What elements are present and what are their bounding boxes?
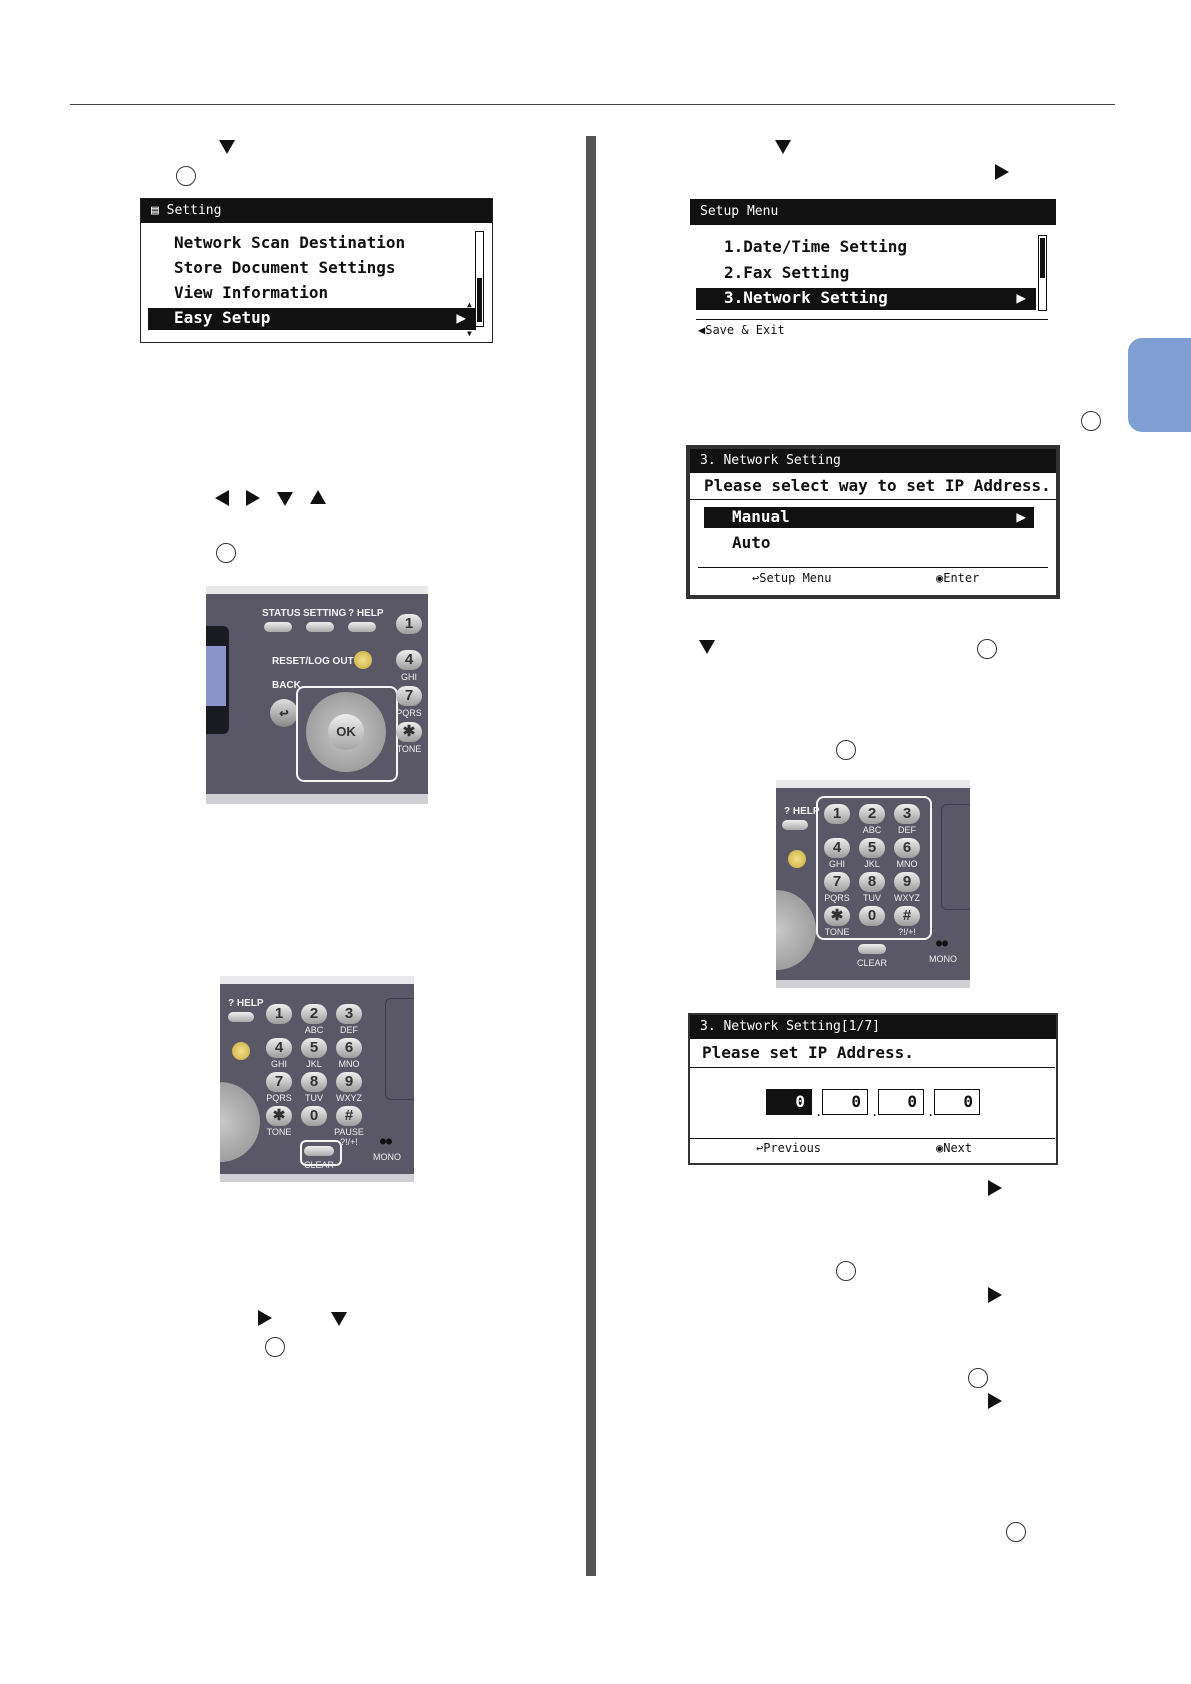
key-3[interactable]: 3: [336, 1004, 362, 1024]
save-exit-label[interactable]: [698, 323, 785, 337]
indicator-light: [788, 850, 806, 868]
lcd-ip-entry-screen: [688, 1013, 1058, 1165]
help-label: ? HELP: [228, 998, 264, 1009]
status-button[interactable]: [264, 622, 292, 632]
ok-button-icon: [1006, 1522, 1026, 1542]
back-key-icon: ↩: [756, 1141, 764, 1155]
footer-enter-text: Enter: [943, 571, 980, 585]
key-7[interactable]: 7: [396, 686, 422, 706]
key-sublabel: PQRS: [824, 893, 850, 903]
keypad-clear-photo: [220, 976, 414, 1182]
key-2[interactable]: 2: [859, 804, 885, 824]
option-manual[interactable]: [704, 507, 1034, 528]
option-manual-label: Manual: [732, 507, 790, 526]
footer-previous[interactable]: [756, 1141, 821, 1155]
prompt-rule: [690, 1067, 1055, 1068]
footer-rule: [690, 1138, 1055, 1139]
footer-rule: [698, 567, 1048, 568]
column-divider: [586, 136, 596, 1576]
key-1[interactable]: 1: [396, 614, 422, 634]
ok-button-icon: [836, 1261, 856, 1281]
menu-item-network-setting[interactable]: [696, 288, 1036, 310]
menu-item-network-setting-label: 3.Network Setting: [724, 288, 888, 307]
key-4[interactable]: 4: [266, 1038, 292, 1058]
mono-label: MONO: [373, 1152, 401, 1162]
menu-item-network-scan[interactable]: Network Scan Destination: [174, 233, 406, 252]
lcd-title-bar: 3. Network Setting[1/7]: [690, 1015, 1056, 1039]
ip-octet-1[interactable]: 0: [766, 1089, 812, 1115]
ok-key-icon: ◉: [936, 571, 944, 585]
key-7[interactable]: 7: [824, 872, 850, 892]
octet-separator: .: [871, 1105, 879, 1119]
help-button[interactable]: [348, 622, 376, 632]
save-exit-text: Save & Exit: [705, 323, 785, 337]
menu-item-date-time[interactable]: 1.Date/Time Setting: [724, 237, 908, 256]
right-arrow-icon: ▶: [456, 308, 466, 327]
panel-bottom-edge: [776, 980, 970, 988]
ok-button-icon: [216, 543, 236, 563]
down-arrow-icon: [331, 1312, 347, 1326]
clear-button[interactable]: [304, 1146, 334, 1156]
menu-item-store-document[interactable]: Store Document Settings: [174, 258, 396, 277]
panel-top-edge: [776, 780, 970, 788]
mono-dots-icon: ●●: [380, 1136, 393, 1147]
right-arrow-icon: ▶: [1016, 288, 1026, 307]
menu-item-view-information[interactable]: View Information: [174, 283, 329, 302]
right-arrow-icon: [988, 1180, 1002, 1196]
footer-enter[interactable]: [936, 571, 979, 585]
status-label: STATUS: [262, 608, 301, 619]
back-key-icon: ↩: [752, 571, 760, 585]
key-sublabel: TUV: [863, 893, 881, 903]
ok-button-icon: [968, 1368, 988, 1388]
tray-icon: ▤: [151, 203, 167, 218]
panel-bottom-edge: [220, 1174, 414, 1182]
panel-top-edge: [220, 976, 414, 984]
key-star[interactable]: ✱: [824, 906, 850, 926]
keypad-numeric-photo: [776, 780, 970, 988]
key-0[interactable]: 0: [301, 1106, 327, 1126]
help-label: ? HELP: [348, 608, 384, 619]
ip-octet-3[interactable]: 0: [878, 1089, 924, 1115]
footer-setup-menu-text: Setup Menu: [759, 571, 832, 585]
right-arrow-icon: [246, 490, 260, 506]
scroll-up-icon: ▲: [467, 300, 472, 309]
lcd-glass: [206, 646, 226, 706]
left-arrow-icon: [215, 490, 229, 506]
key-2[interactable]: 2: [301, 1004, 327, 1024]
lcd-title-bar: [141, 199, 492, 223]
down-arrow-icon: [775, 140, 791, 154]
key-sublabel: TONE: [824, 927, 850, 937]
reset-button[interactable]: [354, 651, 372, 669]
key-sublabel: PQRS: [266, 1093, 292, 1103]
lcd-window: [206, 626, 229, 734]
key-sublabel: MNO: [338, 1059, 360, 1069]
up-arrow-icon: [310, 490, 326, 504]
key-sublabel: DEF: [340, 1025, 358, 1035]
clear-button[interactable]: [858, 944, 886, 954]
octet-separator: .: [815, 1105, 823, 1119]
right-arrow-icon: ▶: [1016, 507, 1026, 526]
footer-previous-text: Previous: [763, 1141, 822, 1155]
lcd-title: Setting: [166, 203, 222, 218]
mono-label: MONO: [929, 954, 957, 964]
key-sublabel: ?!/+!: [898, 927, 916, 937]
key-3[interactable]: 3: [894, 804, 920, 824]
prompt-rule: [690, 499, 1056, 500]
side-panel: [941, 804, 970, 910]
ip-octet-4[interactable]: 0: [934, 1089, 980, 1115]
key-7-sub: PQRS: [396, 708, 422, 718]
lcd-title-bar: Setup Menu: [690, 199, 1056, 225]
clear-label: CLEAR: [856, 958, 887, 968]
key-sublabel: GHI: [828, 859, 845, 869]
key-sublabel: WXYZ: [336, 1093, 362, 1103]
indicator-light: [232, 1042, 250, 1060]
navigation-pad[interactable]: [776, 890, 816, 970]
ok-button-icon: [1081, 411, 1101, 431]
key-sublabel: JKL: [864, 859, 880, 869]
key-star[interactable]: ✱: [266, 1106, 292, 1126]
key-4[interactable]: 4: [824, 838, 850, 858]
ip-octet-2[interactable]: 0: [822, 1089, 868, 1115]
octet-separator: .: [927, 1105, 935, 1119]
reset-label: RESET/LOG OUT: [272, 656, 354, 667]
scrollbar[interactable]: [475, 231, 484, 327]
key-sublabel: GHI: [270, 1059, 287, 1069]
chapter-tab: [1128, 338, 1191, 432]
ok-button-icon: [977, 639, 997, 659]
footer-rule: [696, 319, 1048, 320]
key-0[interactable]: 0: [859, 906, 885, 926]
lcd-setting-screen: [140, 198, 493, 343]
key-sublabel: MNO: [896, 859, 918, 869]
key-sublabel: ABC: [862, 825, 882, 835]
help-button[interactable]: [782, 820, 808, 830]
option-auto[interactable]: Auto: [732, 533, 771, 552]
ok-button-icon: [836, 740, 856, 760]
tone-label: TONE: [396, 744, 422, 754]
ok-button[interactable]: OK: [328, 714, 364, 750]
key-9[interactable]: 9: [894, 872, 920, 892]
right-arrow-icon: [995, 164, 1009, 180]
key-sublabel: TONE: [266, 1127, 292, 1137]
panel-bottom-edge: [206, 794, 428, 804]
key-1[interactable]: 1: [824, 804, 850, 824]
footer-next-text: Next: [943, 1141, 973, 1155]
key-sublabel: DEF: [898, 825, 916, 835]
help-label: ? HELP: [784, 806, 820, 817]
key-6[interactable]: 6: [894, 838, 920, 858]
control-panel-nav-photo: [206, 586, 428, 804]
lcd-network-method-screen: [686, 445, 1060, 599]
ok-key-icon: ◉: [936, 1141, 944, 1155]
ok-button-icon: [176, 166, 196, 186]
navigation-pad[interactable]: [220, 1082, 260, 1162]
clear-label: CLEAR: [303, 1160, 334, 1170]
right-arrow-icon: [258, 1310, 272, 1326]
back-label: BACK: [272, 680, 301, 691]
lcd-title-bar: 3. Network Setting: [690, 449, 1056, 473]
panel-top-edge: [206, 586, 428, 594]
key-sublabel: TUV: [305, 1093, 323, 1103]
key-4-sub: GHI: [400, 672, 417, 682]
back-key-icon: ◀: [698, 323, 706, 337]
key-sublabel: PAUSE ?!/+!: [334, 1127, 364, 1147]
key-4[interactable]: 4: [396, 650, 422, 670]
down-arrow-icon: [699, 640, 715, 654]
key-6[interactable]: 6: [336, 1038, 362, 1058]
down-arrow-icon: [277, 492, 293, 506]
key-8[interactable]: 8: [859, 872, 885, 892]
side-panel: [385, 998, 414, 1100]
key-hash[interactable]: #: [336, 1106, 362, 1126]
key-1[interactable]: 1: [266, 1004, 292, 1024]
key-9[interactable]: 9: [336, 1072, 362, 1092]
setting-label: SETTING: [303, 608, 347, 619]
key-8[interactable]: 8: [301, 1072, 327, 1092]
footer-next[interactable]: [936, 1141, 972, 1155]
ip-method-prompt: Please select way to set IP Address.: [704, 476, 1051, 495]
down-arrow-icon: [219, 140, 235, 154]
footer-setup-menu[interactable]: [752, 571, 831, 585]
scrollbar-thumb[interactable]: [1040, 238, 1045, 278]
scrollbar-thumb[interactable]: [477, 278, 482, 322]
setting-button[interactable]: [306, 622, 334, 632]
right-arrow-icon: [988, 1287, 1002, 1303]
header-rule: [70, 104, 1115, 105]
scrollbar[interactable]: [1038, 235, 1047, 311]
right-arrow-icon: [988, 1393, 1002, 1409]
key-5[interactable]: 5: [859, 838, 885, 858]
key-hash[interactable]: #: [894, 906, 920, 926]
key-star[interactable]: ✱: [396, 722, 422, 742]
ok-button-icon: [265, 1337, 285, 1357]
menu-item-easy-setup-label: Easy Setup: [174, 308, 271, 327]
key-sublabel: ABC: [304, 1025, 324, 1035]
back-button[interactable]: ↩: [270, 699, 298, 727]
key-sublabel: JKL: [306, 1059, 322, 1069]
key-sublabel: WXYZ: [894, 893, 920, 903]
key-5[interactable]: 5: [301, 1038, 327, 1058]
key-7[interactable]: 7: [266, 1072, 292, 1092]
scroll-down-icon: ▼: [467, 329, 472, 338]
help-button[interactable]: [228, 1012, 254, 1022]
menu-item-fax-setting[interactable]: 2.Fax Setting: [724, 263, 850, 282]
mono-dots-icon: ●●: [936, 938, 949, 949]
menu-item-easy-setup[interactable]: [148, 308, 476, 330]
lcd-setup-menu-screen: [690, 199, 1056, 341]
ip-prompt: Please set IP Address.: [702, 1043, 914, 1062]
